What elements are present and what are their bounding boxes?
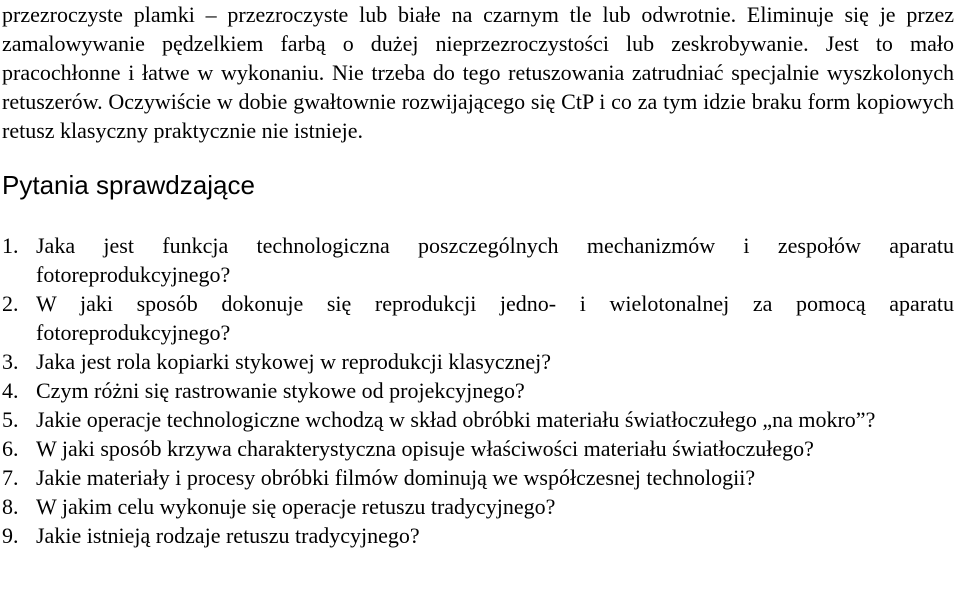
question-item — [2, 405, 954, 434]
intro-paragraph: przezroczyste plamki – przezroczyste lub białe na czarnym tle lub odwrotnie. Eliminuje się je przez zamalowywanie pędzelkiem farbą o dużej nieprzezroczystości lub zeskrobywanie. Jest to mało pracochłonne i łatwe w wykonaniu. Nie trzeba do tego retuszowania zatrudniać specjalnie wyszkolonych retuszerów. Oczywiście w dobie gwałtownie rozwijającego się CtP i co za tym idzie braku form kopiowych retusz klasyczny praktycznie nie istnieje. — [2, 2, 954, 143]
question-item — [2, 521, 954, 550]
question-number: 3. — [2, 349, 19, 374]
question-number: 1. — [2, 233, 19, 258]
question-item — [2, 376, 954, 405]
section-heading: Pytania sprawdzające — [2, 170, 255, 200]
question-number: 8. — [2, 494, 19, 519]
question-item — [2, 434, 954, 463]
question-item — [2, 347, 954, 376]
question-item — [2, 231, 954, 289]
question-number: 6. — [2, 436, 19, 461]
question-text: Jaka jest funkcja technologiczna poszczególnych mechanizmów i zespołów aparatu fotoreprodukcyjnego? — [36, 233, 954, 287]
question-item — [2, 492, 954, 521]
question-number: 2. — [2, 291, 19, 316]
question-number: 4. — [2, 378, 19, 403]
question-text: W jakim celu wykonuje się operacje retuszu tradycyjnego? — [36, 494, 556, 519]
questions-list — [2, 231, 954, 550]
question-text: Jakie materiały i procesy obróbki filmów dominują we współczesnej technologii? — [36, 465, 756, 490]
question-text: Jaka jest rola kopiarki stykowej w reprodukcji klasycznej? — [36, 349, 552, 374]
question-text: Czym różni się rastrowanie stykowe od projekcyjnego? — [36, 378, 525, 403]
question-text: Jakie operacje technologiczne wchodzą w skład obróbki materiału światłoczułego „na mokro”? — [36, 407, 876, 432]
question-text: W jaki sposób dokonuje się reprodukcji jedno- i wielotonalnej za pomocą aparatu fotoreprodukcyjnego? — [36, 291, 954, 345]
question-item — [2, 463, 954, 492]
question-number: 7. — [2, 465, 19, 490]
question-text: Jakie istnieją rodzaje retuszu tradycyjnego? — [36, 523, 420, 548]
question-number: 5. — [2, 407, 19, 432]
question-text: W jaki sposób krzywa charakterystyczna opisuje właściwości materiału światłoczułego? — [36, 436, 814, 461]
question-item — [2, 289, 954, 347]
question-number: 9. — [2, 523, 19, 548]
